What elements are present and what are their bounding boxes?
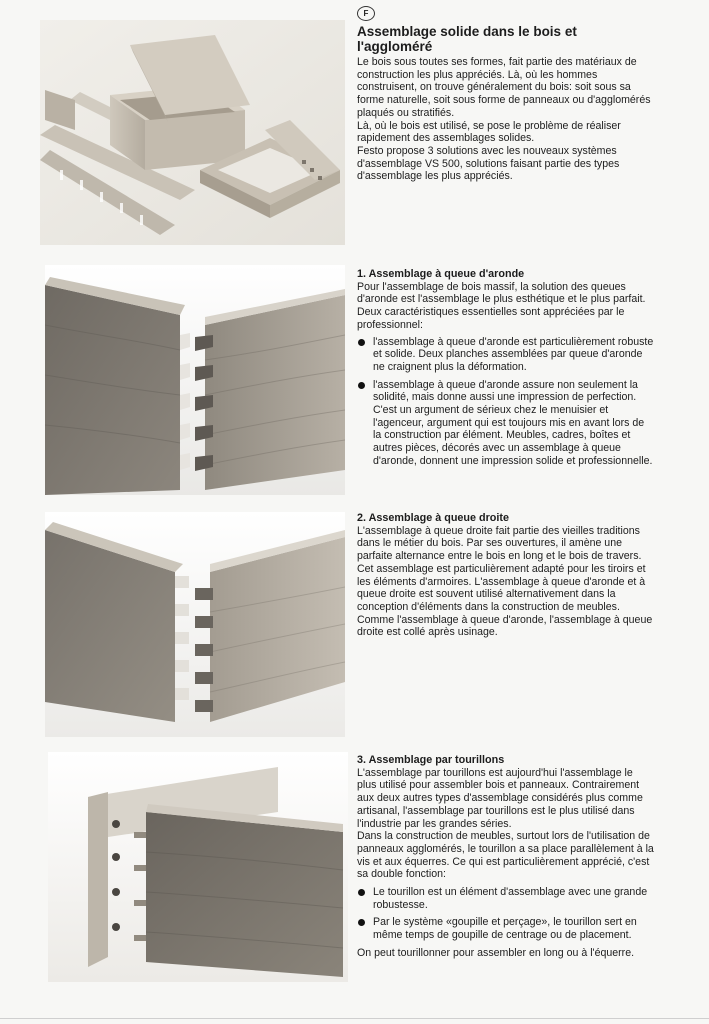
page-bottom-rule <box>0 1018 709 1019</box>
photo-dovetail-joint <box>45 265 345 495</box>
section-dowel-bullets <box>357 886 655 942</box>
page-title-line2: l'aggloméré <box>357 38 433 54</box>
section-dowel-heading: 3. Assemblage par tourillons <box>357 754 505 766</box>
section-dowel-closing: On peut tourillonner pour assembler en long ou à l'équerre. <box>357 946 635 959</box>
page-title <box>357 25 655 54</box>
list-item: l'assemblage à queue d'aronde est particulièrement robuste et solide. Deux planches assemblées par queue d'aronde ne craignent plus la déformation. <box>357 336 655 374</box>
section-dowel-body-2: Dans la construction de meubles, surtout lors de l'utilisation de panneaux agglomérés, le tourillon a sa place parallèlement à la vis et aux équerres. Ce qui est particulièrement apprécié, c'est sa double fonction: <box>357 830 654 881</box>
intro-paragraph-2: Là, où le bois est utilisé, se pose le problème de réaliser rapidement des assemblages solides. <box>357 119 621 145</box>
section-finger-joint <box>357 512 655 639</box>
photo-finger-joint <box>45 512 345 737</box>
photo-wooden-boxes <box>40 20 345 245</box>
list-item: Par le système «goupille et perçage», le tourillon sert en même temps de goupille de centrage ou de placement. <box>357 916 655 941</box>
section-dovetail-body: Pour l'assemblage de bois massif, la solution des queues d'aronde est l'assemblage le plus esthétique et le plus parfait. Deux caractéristiques essentielles sont appréciées par le professionnel: <box>357 280 646 331</box>
list-item: l'assemblage à queue d'aronde assure non seulement la solidité, mais donne aussi une impression de perfection. C'est un argument de sérieux chez le menuisier et l'agenceur, argument qui est toujours mis en avant lors de la construction par élément. Meubles, cadres, boîtes et autres pièces, décorés avec un assemblage à queue d'aronde, donnent une impression solide et professionnelle. <box>357 379 655 468</box>
section-dowel <box>357 754 655 960</box>
page-title-line1: Assemblage solide dans le bois et <box>357 24 577 39</box>
language-badge: F <box>357 6 375 21</box>
section-dovetail <box>357 268 655 473</box>
list-item: Le tourillon est un élément d'assemblage avec une grande robustesse. <box>357 886 655 911</box>
section-dowel-body-1: L'assemblage par tourillons est aujourd'hui l'assemblage le plus utilisé pour assembler bois et panneaux. Contrairement aux deux autres types d'assemblage considérés plus comme artisanal, l'assemblage par tourillons est le plus utilisé dans l'industrie par les grandes séries. <box>357 766 643 830</box>
intro-section <box>357 25 655 183</box>
section-finger-joint-heading: 2. Assemblage à queue droite <box>357 512 510 524</box>
intro-paragraph-1: Le bois sous toutes ses formes, fait partie des matériaux de construction les plus appréciés. Là, où les hommes construisent, on trouve généralement du bois: soit sous sa forme naturelle, soit sous forme de panneaux ou d'agglomérés plaqués ou stratifiés. <box>357 56 651 119</box>
section-dovetail-heading: 1. Assemblage à queue d'aronde <box>357 268 525 280</box>
intro-paragraph-3: Festo propose 3 solutions avec les nouveaux systèmes d'assemblage VS 500, solutions faisant partie des types d'assemblage les plus appréciés. <box>357 144 620 183</box>
section-dovetail-bullets <box>357 336 655 468</box>
section-finger-joint-body: L'assemblage à queue droite fait partie des vieilles traditions dans le métier du bois. Par ses ouvertures, il amène une parfaite alternance entre le bois en long et le bois de travers. Cet assemblage est particulièrement adapté pour les tiroirs et les éléments d'armoires. L'assemblage à queue d'aronde et à queue droite est souvent utilisé alternativement dans la conception d'éléments dans la construction de meubles. Comme l'assemblage à queue d'aronde, l'assemblage à queue droite est collé après usinage. <box>357 524 653 639</box>
photo-dowel-joint <box>48 752 348 982</box>
